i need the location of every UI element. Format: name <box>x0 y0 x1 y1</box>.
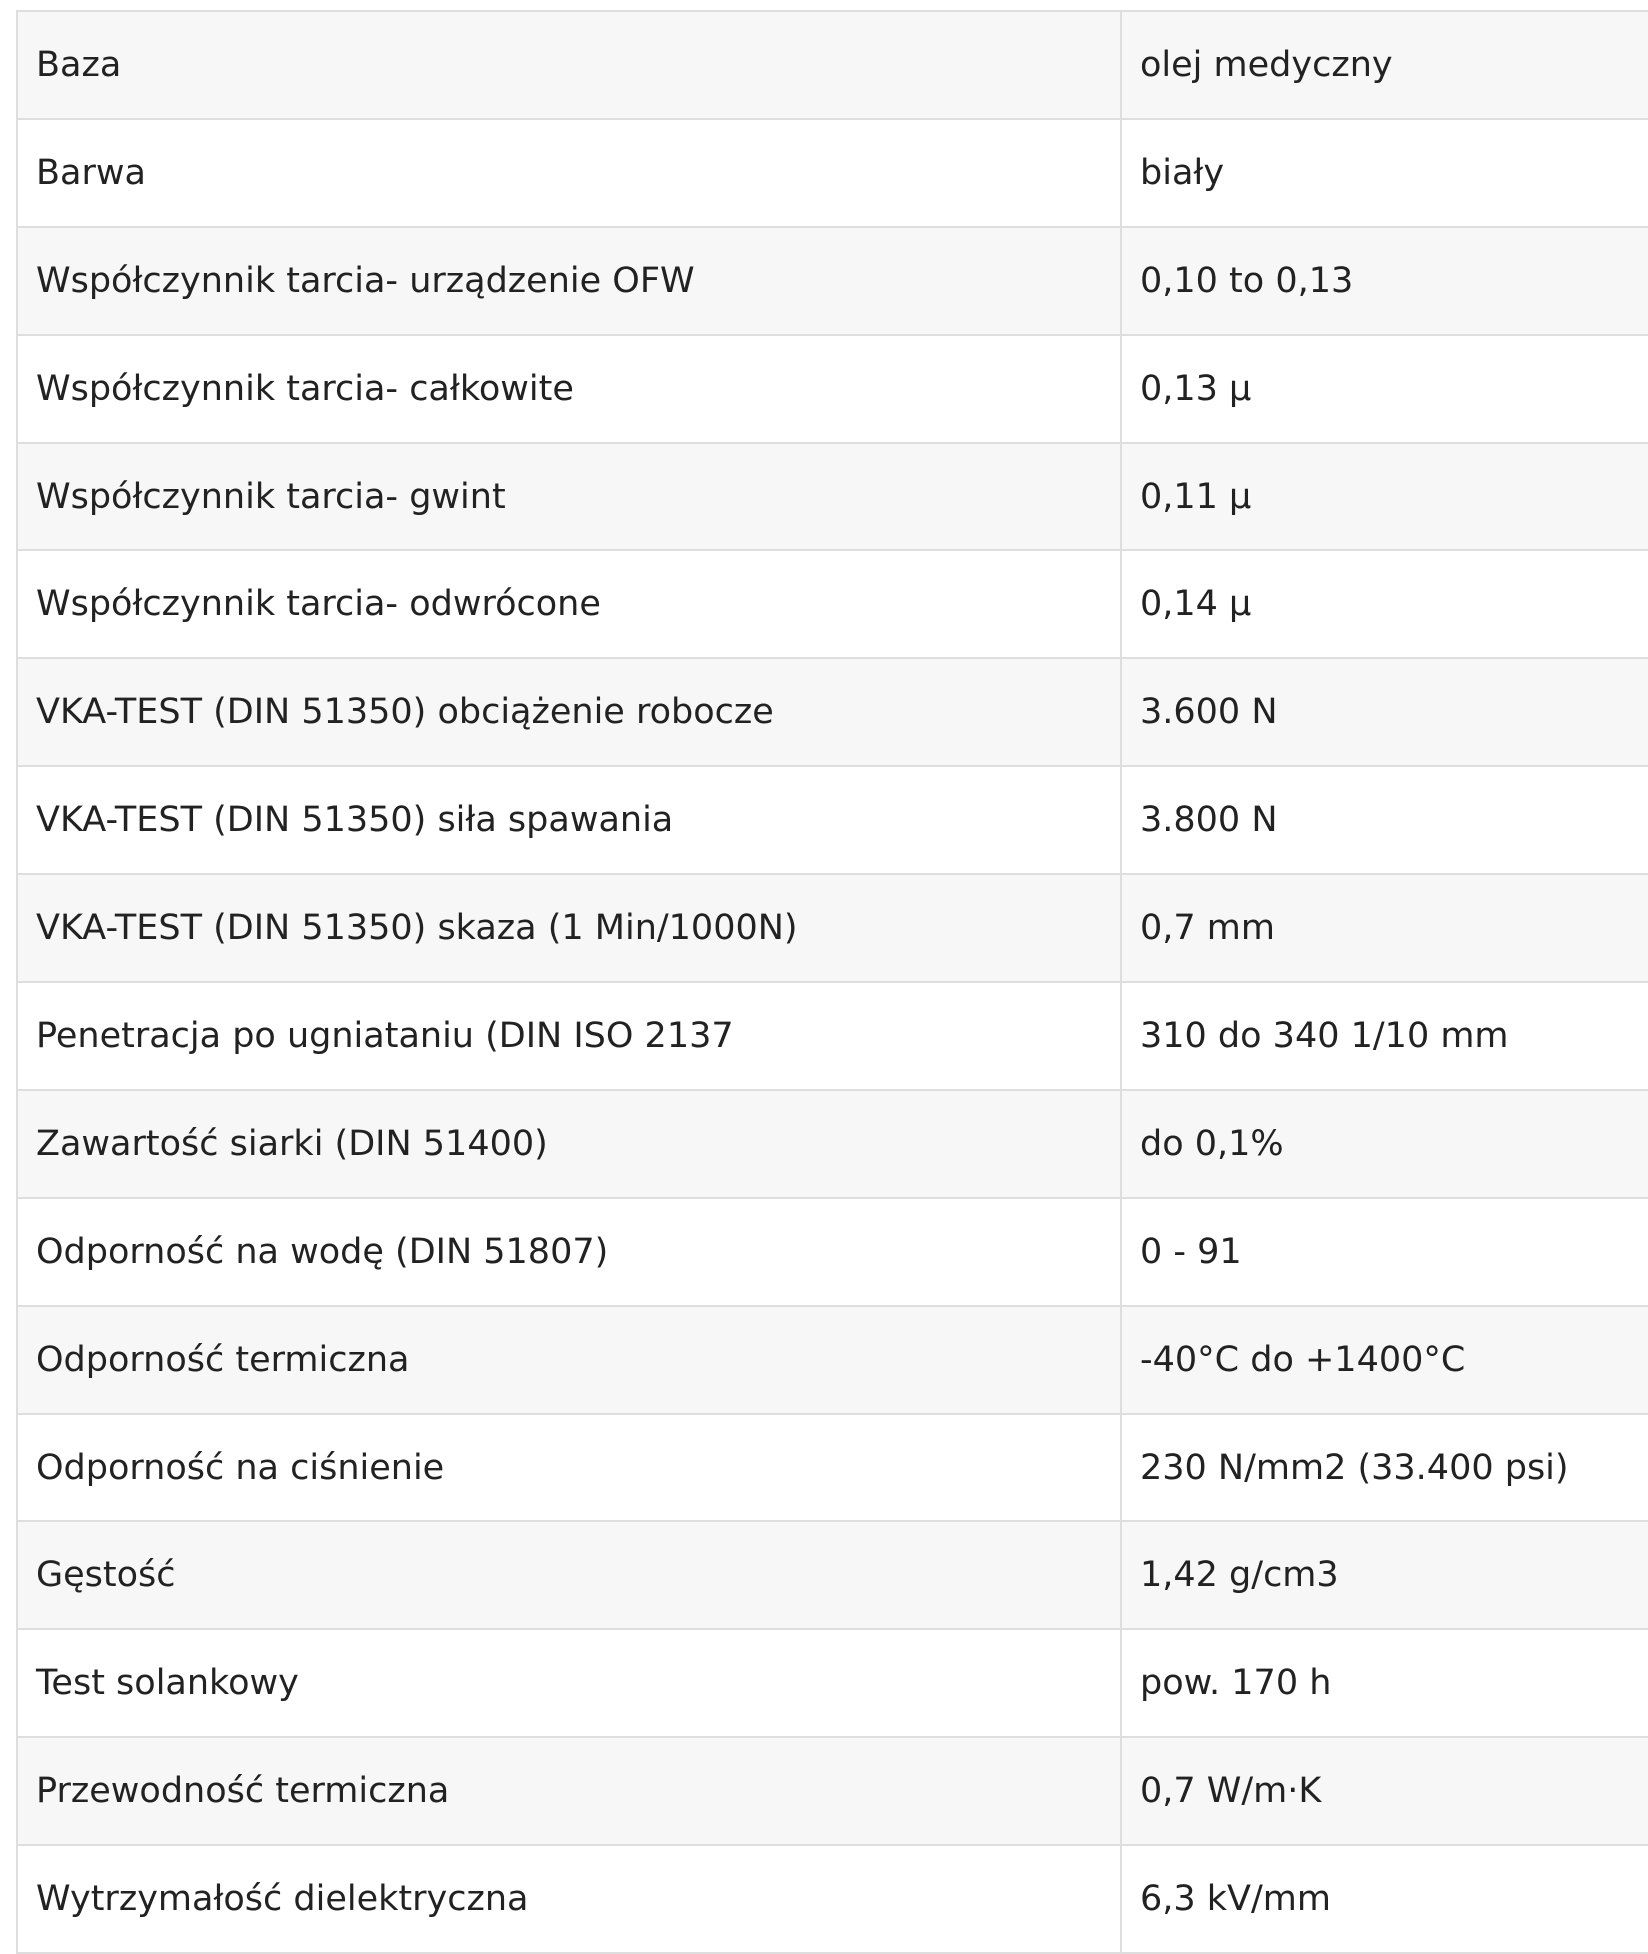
row-label: Współczynnik tarcia- odwrócone <box>17 550 1121 658</box>
row-value: 0,7 W/m·K <box>1121 1737 1648 1845</box>
specification-table <box>16 10 1648 1954</box>
row-label: Przewodność termiczna <box>17 1737 1121 1845</box>
row-value: 0,11 μ <box>1121 443 1648 551</box>
row-label: Współczynnik tarcia- gwint <box>17 443 1121 551</box>
row-value: 230 N/mm2 (33.400 psi) <box>1121 1414 1648 1522</box>
row-value: 0,14 μ <box>1121 550 1648 658</box>
row-label: Baza <box>17 11 1121 119</box>
row-label: VKA-TEST (DIN 51350) obciążenie robocze <box>17 658 1121 766</box>
row-value: 0,10 to 0,13 <box>1121 227 1648 335</box>
row-label: Współczynnik tarcia- urządzenie OFW <box>17 227 1121 335</box>
table-row <box>17 982 1648 1090</box>
row-value: 0,13 μ <box>1121 335 1648 443</box>
row-label: Współczynnik tarcia- całkowite <box>17 335 1121 443</box>
table-row <box>17 1306 1648 1414</box>
row-label: Odporność termiczna <box>17 1306 1121 1414</box>
table-row <box>17 1845 1648 1953</box>
row-label: VKA-TEST (DIN 51350) skaza (1 Min/1000N) <box>17 874 1121 982</box>
row-label: Gęstość <box>17 1521 1121 1629</box>
row-value: olej medyczny <box>1121 11 1648 119</box>
row-label: Wytrzymałość dielektryczna <box>17 1845 1121 1953</box>
row-value: 3.800 N <box>1121 766 1648 874</box>
table-row <box>17 1414 1648 1522</box>
row-value: do 0,1% <box>1121 1090 1648 1198</box>
table-row <box>17 335 1648 443</box>
table-row <box>17 227 1648 335</box>
table-row <box>17 1521 1648 1629</box>
table-row <box>17 1090 1648 1198</box>
row-label: Test solankowy <box>17 1629 1121 1737</box>
row-value: 1,42 g/cm3 <box>1121 1521 1648 1629</box>
row-value: 6,3 kV/mm <box>1121 1845 1648 1953</box>
row-label: VKA-TEST (DIN 51350) siła spawania <box>17 766 1121 874</box>
table-row <box>17 766 1648 874</box>
row-label: Penetracja po ugniataniu (DIN ISO 2137 <box>17 982 1121 1090</box>
row-value: 310 do 340 1/10 mm <box>1121 982 1648 1090</box>
table-row <box>17 11 1648 119</box>
table-row <box>17 658 1648 766</box>
spec-table-container <box>16 10 1648 1954</box>
row-label: Odporność na wodę (DIN 51807) <box>17 1198 1121 1306</box>
table-row <box>17 550 1648 658</box>
table-row <box>17 1629 1648 1737</box>
row-value: 0,7 mm <box>1121 874 1648 982</box>
row-label: Zawartość siarki (DIN 51400) <box>17 1090 1121 1198</box>
row-value: biały <box>1121 119 1648 227</box>
table-row <box>17 443 1648 551</box>
table-row <box>17 1737 1648 1845</box>
row-label: Odporność na ciśnienie <box>17 1414 1121 1522</box>
row-value: -40°C do +1400°C <box>1121 1306 1648 1414</box>
row-value: pow. 170 h <box>1121 1629 1648 1737</box>
row-value: 3.600 N <box>1121 658 1648 766</box>
row-value: 0 - 91 <box>1121 1198 1648 1306</box>
row-label: Barwa <box>17 119 1121 227</box>
table-row <box>17 874 1648 982</box>
table-row <box>17 1198 1648 1306</box>
table-row <box>17 119 1648 227</box>
